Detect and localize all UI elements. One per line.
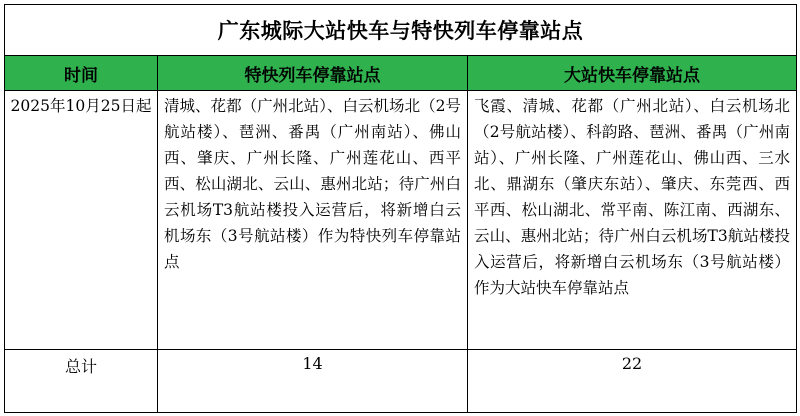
header-time: 时间 (5, 56, 158, 91)
date-cell: 2025年10月25日起 (5, 91, 158, 350)
header-row (5, 56, 797, 91)
table-row (5, 91, 797, 350)
stops-table (4, 4, 797, 413)
total-express-count: 14 (158, 350, 468, 413)
total-major-count: 22 (468, 350, 797, 413)
header-major-stops: 大站快车停靠站点 (468, 56, 797, 91)
express-stops-cell: 清城、花都（广州北站）、白云机场北（2号航站楼）、琶洲、番禺（广州南站）、佛山西、肇庆、广州长隆、广州莲花山、西平西、松山湖北、云山、惠州北站；待广州白云机场T3航站楼投入运营后，将新增白云机场东（3号航站楼）作为特快列车停靠站点 (158, 91, 468, 350)
table-title: 广东城际大站快车与特快列车停靠站点 (5, 5, 797, 56)
total-row (5, 350, 797, 413)
header-express-stops: 特快列车停靠站点 (158, 56, 468, 91)
title-row (5, 5, 797, 56)
total-label: 总计 (5, 350, 158, 413)
stops-table-container (4, 4, 796, 412)
major-stops-cell: 飞霞、清城、花都（广州北站）、白云机场北（2号航站楼）、科韵路、琶洲、番禺（广州南站）、广州长隆、广州莲花山、佛山西、三水北、鼎湖东（肇庆东站）、肇庆、东莞西、西平西、松山湖北、常平南、陈江南、西湖东、云山、惠州北站；待广州白云机场T3航站楼投入运营后，将新增白云机场东（3号航站楼）作为大站快车停靠站点 (468, 91, 797, 350)
